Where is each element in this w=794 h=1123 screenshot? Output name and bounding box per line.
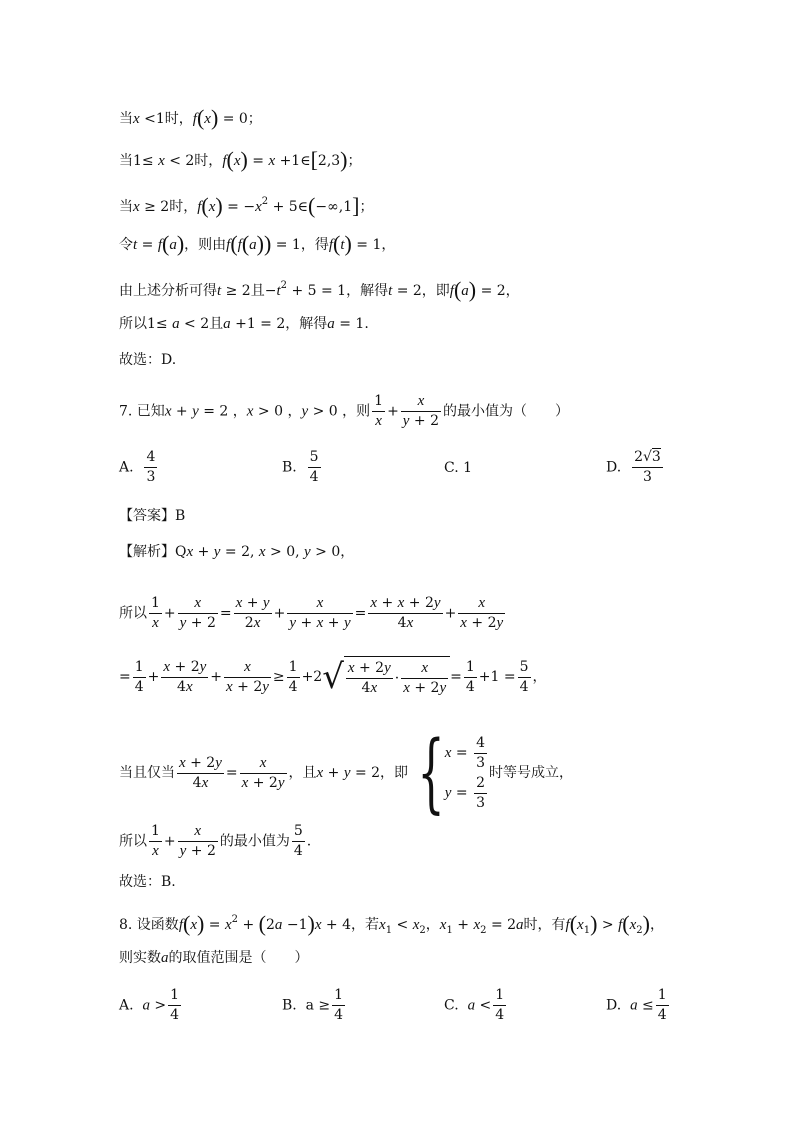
- q8-option-b: B. a ≥ $\frac{1}{4}$: [282, 987, 344, 1023]
- q7-option-c: C. 1: [444, 460, 473, 476]
- line-choice-d: [119, 350, 176, 370]
- q7-option-d: D. $\frac{2√3}{3}$: [606, 449, 661, 485]
- line-case-3: 当x ≥ 2时，$f(x) = -x^2$ + 5∈(−∞,1]；: [119, 193, 374, 218]
- q7-option-a: A. $\frac{4}{3}$: [119, 449, 156, 485]
- line-analysis: 由上述分析可得t ≥ 2且$-t^2 + 5 = 1$，解得t = 2，即f(a) = 2，: [119, 277, 520, 302]
- question-7-stem: 7. 已知x + y = 2 ，x > 0 ，y > 0 ，则 $\frac{1}{x}$ + $\frac{x}{y + 2}$ 的最小值为（ ）: [119, 393, 570, 429]
- q8-option-c: C. a < $\frac{1}{4}$: [444, 987, 505, 1023]
- q8-option-d: D. a ≤ $\frac{1}{4}$: [606, 987, 667, 1023]
- q7-analysis-5: 所以 $\frac{1}{x}$ + $\frac{x}{y + 2}$ 的最小值为 $\frac{5}{4}$ .: [119, 823, 312, 859]
- choice-text: 故选：B.: [119, 874, 176, 890]
- line-conclusion: 所以1≤ a < 2且a +1 = 2，解得a = 1.: [119, 316, 369, 332]
- q8-option-a: A. a > $\frac{1}{4}$: [119, 987, 180, 1023]
- q7-analysis-1: 【解析】Qx + y = 2, x > 0, y > 0，: [119, 544, 355, 560]
- line-case-1: 当x <1时，f(x) = 0；: [119, 105, 262, 130]
- q7-option-b: B. $\frac{5}{4}$: [282, 449, 319, 485]
- q7-analysis-2: 所以 $\frac{1}{x}$ + $\frac{x}{y + 2}$ = $\frac{x + y}{2x}$ + $\frac{x}{y + x + y}$ = $\frac{x + x + 2y}{4x}$ + $\frac{x}{x + 2y}$: [119, 595, 504, 631]
- q7-analysis-4: 当且仅当 $\frac{x + 2y}{4x}$ = $\frac{x}{x + 2y}$ ，且x + y = 2，即 { x = $\frac{4}{3}$ y = $\frac{2}{3}$ 时等号成立，: [119, 723, 573, 823]
- analysis-label: 【解析】: [119, 544, 175, 560]
- q7-answer: [119, 506, 185, 526]
- answer-value: B: [175, 508, 186, 524]
- answer-label: 【答案】: [119, 508, 175, 524]
- question-8-stem-2: 则实数a的取值范围是（ ）: [119, 950, 309, 966]
- choice-text: 故选：D.: [119, 352, 177, 368]
- question-8-stem-1: 8. 设函数$f(x) = x^2 + (2a -1)x + 4$，若$x_1 < x_2$，$x_1 + x_2 = 2a$时，有$f(x_1) > f(x_2)$，: [119, 911, 664, 936]
- line-substitution: 令t = f(a)，则由f(f(a)) = 1，得f(t) = 1，: [119, 231, 396, 256]
- q7-analysis-3: = $\frac{1}{4}$ + $\frac{x + 2y}{4x}$ + $\frac{x}{x + 2y}$ ≥ $\frac{1}{4}$ +2√ $\frac{x + 2y}{4x}$ · $\frac{x}{x + 2y}$ = $\frac{1}{4}$ +1 = $\frac{5}{4}$ ，: [119, 657, 547, 697]
- q7-analysis-6: [119, 872, 176, 892]
- line-case-2: 当1≤ x < 2时，f(x) = x +1∈[2,3)；: [119, 147, 362, 172]
